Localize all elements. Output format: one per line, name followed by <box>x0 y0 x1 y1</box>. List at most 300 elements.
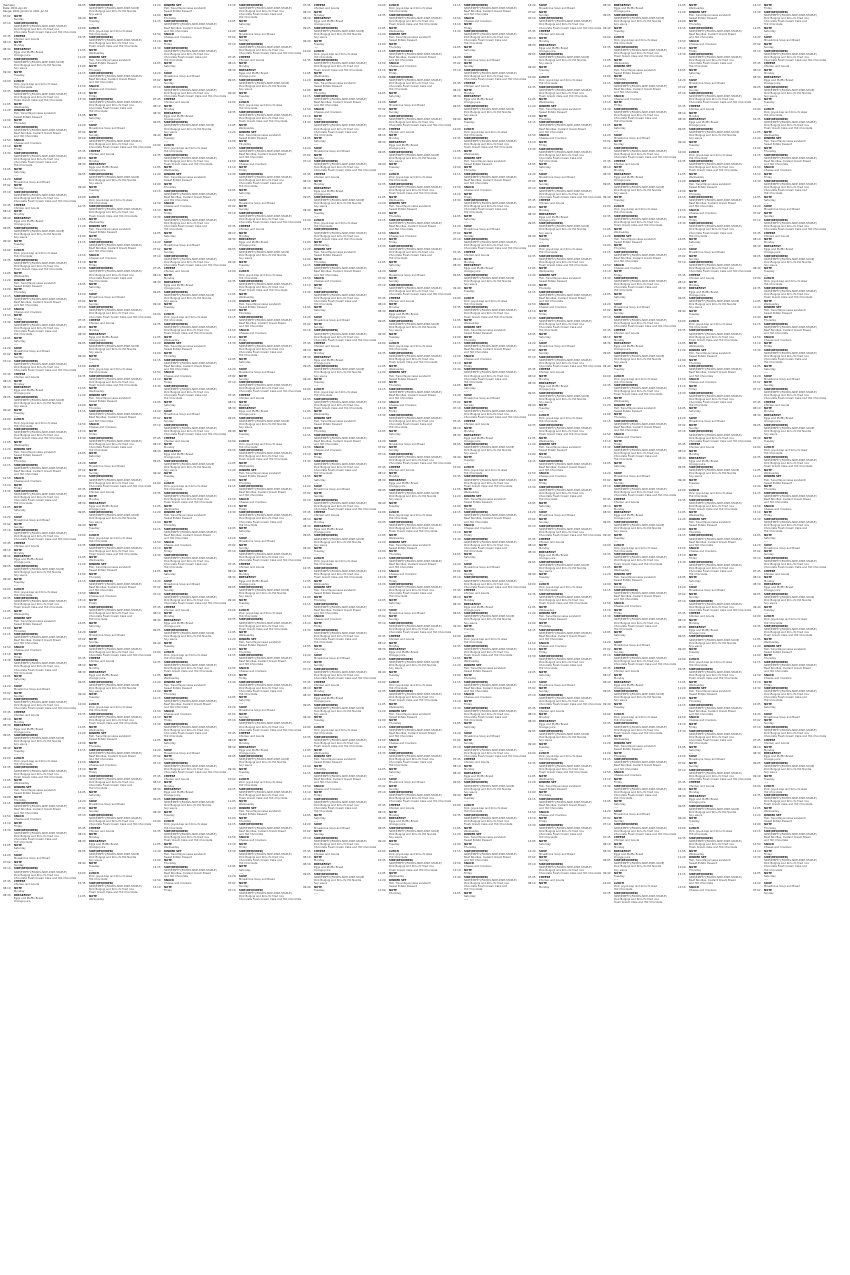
schedule-entry <box>228 823 301 835</box>
entry-detail: Orange juice <box>389 823 406 827</box>
entry-detail: Monday <box>14 213 25 217</box>
entry-detail: Fresh Cream Cake and Hot Chocolate <box>89 552 138 556</box>
entry-detail: ~~ <box>614 468 619 472</box>
schedule-entry <box>228 586 301 598</box>
entry-detail: Hot Chocolate <box>239 692 258 696</box>
entry-detail: ~~ <box>614 709 619 713</box>
entry-time: 13:10 <box>303 283 311 287</box>
entry-time: 13:10 <box>153 378 161 382</box>
schedule-entry <box>3 58 76 70</box>
entry-detail: Wednesday <box>14 782 30 786</box>
entry-title: SIDE(REQUIRED) <box>89 680 114 684</box>
entry-detail: Sunday <box>314 494 324 498</box>
schedule-entry <box>228 280 301 292</box>
entry-time: 10:35 <box>603 722 611 726</box>
schedule-entry <box>378 196 451 202</box>
schedule-entry <box>603 173 676 182</box>
entry-time: 13:30 <box>303 290 311 294</box>
schedule-entry <box>528 317 601 332</box>
entry-detail: Wednesday <box>389 367 405 371</box>
entry-time: 07:02 <box>153 417 161 421</box>
entry-title: NOTE <box>464 869 472 873</box>
entry-title: NOTE <box>539 348 547 352</box>
entry-detail: Friday <box>464 364 472 368</box>
schedule-entry <box>228 807 301 816</box>
schedule-entry <box>378 27 451 33</box>
entry-time: 12:15 <box>228 485 236 489</box>
entry-time: 07:10 <box>378 452 386 456</box>
entry-detail: Beef Noodles, Custard Cream Bread <box>164 872 211 876</box>
entry-title: SIDE(REQUIRED) <box>539 53 564 57</box>
entry-detail: SIDE(EMPTY)(FOODS-SIDE-DISH-STAPLE) <box>239 45 292 49</box>
schedule-entry <box>528 148 601 163</box>
entry-detail: Cheese and Crackers <box>614 97 642 101</box>
entry-title: CHEESE <box>89 826 101 830</box>
entry-time: 09:05 <box>378 488 386 492</box>
entry-title: CHEESE <box>464 758 476 762</box>
entry-time: 13:10 <box>228 166 236 170</box>
entry-time: 07:10 <box>378 114 386 118</box>
schedule-entry <box>3 288 76 294</box>
entry-title: LUNCH <box>314 218 324 222</box>
entry-detail: Pork, Jeyuk-bap and Kim-chi stew <box>389 683 433 687</box>
entry-time: 08:30 <box>78 670 86 674</box>
entry-time: 13:10 <box>453 699 461 703</box>
entry-time: 12:15 <box>78 72 86 76</box>
entry-title: NOTE <box>89 807 97 811</box>
entry-title: SNACK <box>239 667 249 671</box>
schedule-entry <box>78 556 151 562</box>
entry-detail: ~~ <box>539 241 544 245</box>
entry-detail: SIDE(EMPTY)(FOODS-SIDE-DISH-STAPLE) <box>389 417 442 421</box>
entry-time: 13:30 <box>528 147 536 151</box>
entry-title: NOTE <box>89 325 97 329</box>
schedule-entry <box>3 464 76 476</box>
entry-detail: Sunday <box>14 356 24 360</box>
entry-detail: SIDE(EMPTY)(FOODS-SIDE-DISH-SOUP) <box>314 368 365 372</box>
entry-time: 07:10 <box>3 698 11 702</box>
entry-time: 09:05 <box>528 222 536 226</box>
entry-title: NOTE <box>89 260 97 264</box>
entry-detail: Chocolate Fresh Cream Cake and Hot Chocolate <box>14 369 76 373</box>
entry-title: NOTE <box>464 657 472 661</box>
entry-title: SIDE(REQUIRED) <box>239 212 264 216</box>
entry-detail: Sweet Potato Dessert <box>314 254 342 258</box>
entry-detail: Hot Chocolate <box>389 87 408 91</box>
entry-time: 13:10 <box>453 23 461 27</box>
entry-detail: Beef Noodles, Custard Cream Bread <box>239 660 286 664</box>
schedule-entry <box>528 544 601 550</box>
entry-time: 13:30 <box>453 875 461 879</box>
entry-detail: Pork Bulgogi and Kim-chi fried rice <box>89 312 134 316</box>
schedule-entry <box>453 264 526 273</box>
entry-detail: ~~ <box>239 97 244 101</box>
entry-detail: Saturday <box>164 234 176 238</box>
entry-detail: SIDE(EMPTY)(FOODS-SIDE-DISH-STAPLE) <box>389 625 442 629</box>
entry-time: 12:15 <box>528 628 536 632</box>
entry-title: SIDE(REQUIRED) <box>239 381 264 385</box>
entry-title: SIDE(REQUIRED) <box>89 241 114 245</box>
entry-time: 08:10 <box>228 231 236 235</box>
entry-detail: Chicken and Gouda <box>389 807 415 811</box>
entry-detail: Cheese and Crackers <box>314 787 342 791</box>
entry-time: 07:02 <box>228 712 236 716</box>
entry-time: 13:10 <box>228 673 236 677</box>
entry-detail: Chocolate Fresh Cream Cake and Hot Chocolate <box>539 533 601 537</box>
schedule-entry <box>228 79 301 91</box>
entry-title: NOTE <box>164 274 172 278</box>
entry-detail: Saturday <box>164 572 176 576</box>
entry-detail: Saturday <box>464 387 476 391</box>
entry-time: 14:20 <box>378 270 386 274</box>
entry-detail: and Hot Chocolate <box>89 81 114 85</box>
entry-title: SNACK <box>389 231 399 235</box>
schedule-entry <box>228 865 301 874</box>
schedule-entry <box>378 576 451 582</box>
entry-detail: Friday <box>389 72 397 76</box>
schedule-entry <box>603 505 676 511</box>
entry-detail: Friday <box>389 748 397 752</box>
entry-detail: Chocolate Fresh Cream Cake and <box>389 592 432 596</box>
entry-detail: Eggs and Muffin Bread <box>314 358 344 362</box>
schedule-entry <box>3 597 76 609</box>
schedule-entry <box>453 524 526 530</box>
entry-detail: Hot Chocolate <box>314 393 333 397</box>
entry-detail: Beef Noodles, Custard Cream Bread <box>539 127 586 131</box>
entry-title: SNACK <box>464 693 474 697</box>
schedule-entry <box>453 732 526 738</box>
entry-title: BREAKFAST <box>389 140 406 144</box>
schedule-entry <box>453 495 526 504</box>
entry-time: 11:20 <box>228 468 236 472</box>
schedule-entry <box>228 875 301 881</box>
schedule-entry <box>303 534 376 546</box>
schedule-entry <box>3 565 76 577</box>
schedule-entry <box>303 4 376 10</box>
entry-detail: Cheese and Crackers <box>314 280 342 284</box>
schedule-entry <box>453 173 526 185</box>
entry-time: 09:40 <box>528 742 536 746</box>
entry-title: SOUP <box>239 875 248 879</box>
entry-detail: Pork Bulgogi and Kim-chi fried rice <box>239 387 284 391</box>
entry-time: 07:02 <box>528 179 536 183</box>
schedule-entry <box>528 551 601 560</box>
entry-detail: Friday <box>539 313 547 317</box>
entry-detail: SIDE(EMPTY)(FOODS-SIDE-DISH-STAPLE) <box>389 586 442 590</box>
entry-time: 10:35 <box>378 182 386 186</box>
entry-time: 10:00 <box>378 511 386 515</box>
entry-detail: Eggs and Muffin Bread <box>389 143 419 147</box>
entry-time: 10:35 <box>3 89 11 93</box>
entry-detail: SIDE(EMPTY)(FOODS-SIDE-DISH-STAPLE) <box>314 231 367 235</box>
entry-detail: Orange juice <box>314 361 331 365</box>
entry-time: 08:10 <box>303 687 311 691</box>
entry-title: NOTE <box>314 491 322 495</box>
schedule-entry <box>528 743 601 752</box>
entry-time: 08:30 <box>528 43 536 47</box>
entry-detail: Pork, Jeyuk-bap and Kim-chi stew <box>614 377 658 381</box>
entry-detail: Cheese and Crackers <box>539 306 567 310</box>
entry-time: 14:05 <box>453 553 461 557</box>
entry-detail: ~~ <box>89 627 94 631</box>
entry-detail: Chicken and Gouda <box>464 84 490 88</box>
schedule-entry <box>453 401 526 407</box>
schedule-entry <box>378 739 451 745</box>
entry-title: SIDE(REQUIRED) <box>389 182 414 186</box>
entry-title: NOTE <box>14 102 22 106</box>
entry-time: 09:05 <box>528 391 536 395</box>
entry-title: SIDE(REQUIRED) <box>14 89 39 93</box>
schedule-entry <box>453 674 526 680</box>
schedule-entry <box>603 573 676 582</box>
entry-time: 12:50 <box>228 667 236 671</box>
entry-detail: Tuesday <box>89 865 100 869</box>
entry-detail: Pork, Jeyuk-bap and Kim-chi stew <box>14 759 58 763</box>
entry-time: 11:05 <box>378 703 386 707</box>
entry-detail: ~~ <box>239 266 244 270</box>
entry-detail: SIDE(EMPTY)(FOODS-SIDE-DISH-SOUP) <box>89 176 140 180</box>
entry-title: NOTE <box>89 355 97 359</box>
entry-time: 14:05 <box>528 501 536 505</box>
entry-detail: Sunday <box>614 312 624 316</box>
entry-detail: Orange juice <box>614 517 631 521</box>
entry-time: 11:20 <box>78 55 86 59</box>
entry-detail: SIDE(EMPTY)(FOODS-SIDE-DISH-STAPLE) <box>539 527 592 531</box>
entry-time: 07:45 <box>78 657 86 661</box>
schedule-entry <box>78 375 151 387</box>
entry-detail: Friday <box>614 780 622 784</box>
entry-title: NOTE <box>389 550 397 554</box>
entry-title: DINNER SET <box>614 572 632 576</box>
schedule-entry <box>228 469 301 478</box>
entry-detail: Saturday <box>239 192 251 195</box>
schedule-entry <box>3 779 76 785</box>
entry-title: NOTE <box>614 101 622 105</box>
entry-title: SOUP <box>239 536 248 540</box>
entry-detail: SIDE(EMPTY)(FOODS-SIDE-DISH-STAPLE) <box>539 150 592 154</box>
entry-detail: SIDE(EMPTY)(FOODS-SIDE-DISH-SOUP) <box>389 830 440 834</box>
entry-detail: Hot Chocolate <box>14 255 33 259</box>
entry-detail: Chicken and Gouda <box>539 371 565 375</box>
entry-time: 12:15 <box>528 797 536 801</box>
schedule-entry <box>228 836 301 842</box>
entry-time: 12:00 <box>153 182 161 186</box>
entry-title: NOTE <box>464 456 472 460</box>
schedule-entry <box>303 830 376 836</box>
entry-time: 07:02 <box>228 543 236 547</box>
entry-detail: Chocolate Fresh Cream Cake and <box>614 455 657 459</box>
entry-time: 11:05 <box>453 826 461 830</box>
entry-title: SNACK <box>614 771 624 775</box>
entry-detail: Orange juice <box>539 726 556 730</box>
entry-detail: SIDE(EMPTY)(FOODS-SIDE-DISH-STAPLE) <box>239 790 292 794</box>
entry-detail: Monday <box>14 382 25 386</box>
entry-time: 12:15 <box>453 4 461 7</box>
schedule-entry <box>603 810 676 816</box>
entry-title: SIDE(REQUIRED) <box>389 791 414 795</box>
entry-time: 11:05 <box>228 800 236 804</box>
entry-detail: Soy sauce <box>14 574 28 578</box>
entry-detail: Wednesday <box>239 465 255 469</box>
entry-detail: SIDE(EMPTY)(FOODS-SIDE-DISH-STAPLE) <box>314 569 367 573</box>
entry-title: SOUP <box>164 410 173 414</box>
entry-time: 12:50 <box>303 615 311 619</box>
entry-detail: Pork Bulgogi and Kim-chi Pot Noodle <box>614 188 662 192</box>
entry-time: 09:05 <box>453 781 461 785</box>
entry-time: 14:05 <box>453 45 461 49</box>
entry-detail: Pork Bulgogi and Kim-chi fried rice <box>464 413 509 417</box>
entry-time: 14:05 <box>378 598 386 602</box>
entry-time: 07:45 <box>78 150 86 154</box>
entry-time: 11:05 <box>378 533 386 537</box>
entry-detail: Hot Chocolate <box>539 667 558 671</box>
entry-detail: Hot Chocolate <box>614 549 633 553</box>
schedule-column <box>528 4 601 1273</box>
entry-time: 11:05 <box>3 779 11 783</box>
entry-time: 14:05 <box>153 738 161 742</box>
entry-detail: Chocolate Fresh Cream Cake and <box>539 156 582 160</box>
entry-detail: SIDE(EMPTY)(FOODS-SIDE-DISH-STAPLE) <box>389 755 442 759</box>
schedule-entry <box>603 566 676 572</box>
entry-time: 07:10 <box>78 137 86 141</box>
entry-detail: SIDE(EMPTY)(FOODS-SIDE-DISH-STAPLE) <box>239 488 292 492</box>
entry-detail: SIDE(EMPTY)(FOODS-SIDE-DISH-SOUP) <box>14 60 65 64</box>
schedule-entry <box>603 75 676 81</box>
entry-title: SIDE(REQUIRED) <box>464 475 489 479</box>
entry-detail: Saturday <box>539 335 551 339</box>
entry-title: NOTE <box>614 703 622 707</box>
entry-time: 09:40 <box>78 185 86 189</box>
schedule-entry <box>603 228 676 234</box>
entry-detail: Pork Bulgogi and Kim-chi Pot Noodle <box>314 709 362 713</box>
entry-time: 14:20 <box>3 854 11 858</box>
entry-title: NOTE <box>314 209 322 213</box>
entry-title: NOTE <box>314 410 322 414</box>
entry-time: 10:00 <box>603 36 611 40</box>
schedule-entry <box>603 108 676 123</box>
entry-time: 07:02 <box>453 738 461 742</box>
entry-detail: Pork Bulgogi and Kim-chi Pot Noodle <box>89 10 137 14</box>
entry-time: 10:00 <box>78 703 86 707</box>
entry-title: SIDE(REQUIRED) <box>89 813 114 817</box>
schedule-entry <box>303 525 376 534</box>
schedule-column <box>3 4 76 1273</box>
entry-detail: SIDE(EMPTY)(FOODS-SIDE-DISH-STAPLE) <box>464 371 517 375</box>
entry-time: 11:20 <box>528 781 536 785</box>
entry-detail: Chicken and Gouda <box>239 566 265 570</box>
entry-title: LUNCH <box>314 557 324 560</box>
schedule-entry <box>453 862 526 868</box>
entry-detail: Pork Bulgogi and Kim-chi fried rice <box>539 661 584 665</box>
entry-detail: Pork Bulgogi and Kim-chi fried rice <box>539 361 584 365</box>
entry-detail: Saturday <box>89 286 101 290</box>
entry-detail: SIDE(EMPTY)(FOODS-SIDE-DISH-STAPLE) <box>464 878 517 882</box>
entry-detail: Pork, Jeyuk-bap and Kim-chi stew <box>89 875 133 879</box>
entry-detail: Chocolate Fresh Cream Cake and Hot Chocolate <box>239 728 301 732</box>
entry-title: NOTE <box>89 556 97 560</box>
entry-title: NOTE <box>14 548 22 552</box>
entry-title: LUNCH <box>89 872 99 876</box>
entry-time: 08:10 <box>303 10 311 14</box>
entry-time: 09:40 <box>228 260 236 264</box>
entry-detail: Chocolate Fresh Cream Cake and Hot Chocolate <box>89 653 151 657</box>
entry-detail: Fish, Tuna Mayonnaise sandwich <box>314 420 357 424</box>
entry-detail: Minestrone Soup and Bread <box>614 813 650 817</box>
entry-detail: Sweet Potato Dessert <box>314 84 342 88</box>
entry-detail: Sweet Potato Dessert <box>89 738 117 742</box>
entry-time: 10:35 <box>153 491 161 495</box>
schedule-entry <box>153 202 226 208</box>
entry-title: SIDE(REQUIRED) <box>464 781 489 785</box>
entry-detail: Pork, Jeyuk-bap and Kim-chi stew <box>539 247 583 251</box>
entry-detail: Chicken and Gouda <box>464 423 490 427</box>
entry-time: 14:20 <box>78 631 86 635</box>
entry-detail: Cheese and Crackers <box>614 774 642 778</box>
entry-time: 13:30 <box>78 98 86 102</box>
schedule-entry <box>453 186 526 192</box>
entry-detail: Pork Bulgogi and Kim-chi fried rice <box>239 624 284 628</box>
entry-title: NOTE <box>614 335 622 339</box>
entry-title: NOTE <box>614 26 622 30</box>
entry-title: NOTE <box>14 795 22 799</box>
entry-detail: Eggs and Muffin Bread <box>614 514 644 518</box>
schedule-entry <box>228 599 301 608</box>
entry-title: SIDE(REQUIRED) <box>314 797 339 801</box>
entry-time: 13:30 <box>378 75 386 79</box>
entry-detail: SIDE(EMPTY)(FOODS-SIDE-DISH-STAPLE) <box>89 751 142 755</box>
entry-detail: Friday <box>164 888 172 892</box>
entry-detail: ~~ <box>614 539 619 543</box>
entry-detail: SIDE(EMPTY)(FOODS-SIDE-DISH-SOUP) <box>464 615 515 619</box>
entry-detail: Orange juice <box>389 654 406 658</box>
schedule-entry <box>378 342 451 351</box>
entry-title: SIDE(REQUIRED) <box>314 602 339 606</box>
entry-detail: Fish, Tuna Mayonnaise sandwich <box>539 108 582 112</box>
entry-time: 10:00 <box>303 218 311 222</box>
entry-detail: Chocolate Fresh Cream Cake and Hot Chocolate <box>614 663 676 667</box>
entry-detail: Pork Bulgogi and Kim-chi Pot Noodle <box>89 855 137 859</box>
entry-detail: Pork Bulgogi and Kim-chi fried rice <box>164 729 209 733</box>
entry-title: NOTE <box>539 622 547 626</box>
entry-time: 07:45 <box>453 758 461 762</box>
entry-title: NOTE <box>539 235 547 239</box>
entry-detail: SIDE(EMPTY)(FOODS-SIDE-DISH-SOUP) <box>464 784 515 788</box>
entry-detail: Pork Bulgogi and Kim-chi Pot Noodle <box>89 517 137 521</box>
entry-detail: Tuesday <box>389 842 400 846</box>
entry-detail: Orange juice <box>239 413 256 417</box>
entry-title: SIDE(REQUIRED) <box>239 823 264 827</box>
entry-detail: Thursday <box>164 185 177 189</box>
schedule-entry <box>153 173 226 182</box>
schedule-entry <box>78 693 151 702</box>
schedule-entry <box>378 101 451 107</box>
entry-detail: Eggs and Muffin Bread <box>239 748 269 752</box>
entry-time: 09:40 <box>303 378 311 382</box>
entry-detail: ~~ <box>164 140 169 144</box>
entry-time: 12:50 <box>603 602 611 606</box>
entry-time: 13:10 <box>453 192 461 196</box>
entry-detail: Pork Bulgogi and Kim-chi fried rice <box>389 81 434 85</box>
entry-detail: Beef Noodles, Custard Cream Bread <box>614 764 661 768</box>
schedule-entry <box>303 378 376 387</box>
schedule-entry <box>228 342 301 357</box>
entry-title: SIDE(REQUIRED) <box>464 30 489 34</box>
entry-title: SIDE(REQUIRED) <box>389 690 414 694</box>
entry-time: 14:20 <box>3 346 11 350</box>
entry-detail: Pork Bulgogi and Kim-chi Pot Noodle <box>389 156 437 160</box>
entry-detail: SIDE(EMPTY)(FOODS-SIDE-DISH-STAPLE) <box>464 241 517 245</box>
entry-detail: Hot Chocolate <box>464 302 483 306</box>
